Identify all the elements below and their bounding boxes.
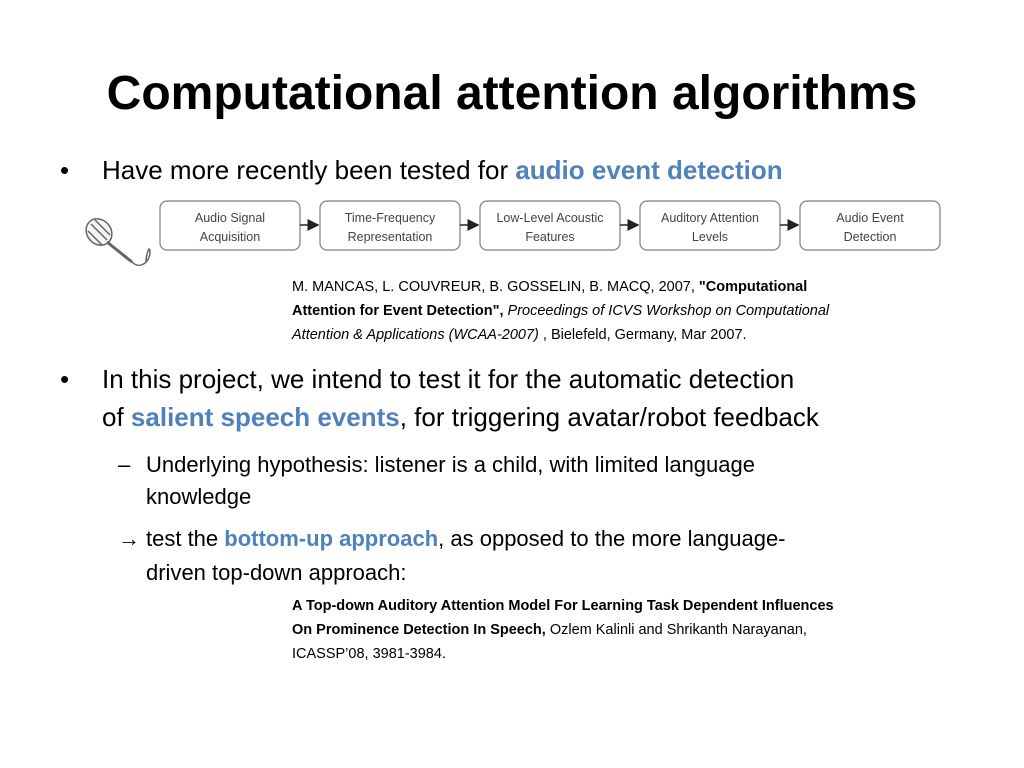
- reference-authors: Ozlem Kalinli and Shrikanth Narayanan,: [545, 622, 807, 638]
- highlight-salient-speech-events: salient speech events: [130, 402, 400, 432]
- bullet-text: [102, 360, 1000, 436]
- pipeline-box-4-line1: Auditory Attention: [661, 211, 759, 225]
- reference-authors: M. MANCAS, L. COUVREUR, B. GOSSELIN, B. MACQ, 2007,: [292, 279, 699, 295]
- microphone-icon: [81, 214, 150, 266]
- reference-mancas-2007: [292, 275, 982, 347]
- reference-location-date: , Bielefeld, Germany, Mar 2007.: [538, 327, 747, 343]
- sub-bullet-post: , as opposed to the more language-: [438, 526, 786, 551]
- pipeline-box-1: [160, 201, 300, 250]
- bullet-marker: •: [60, 155, 70, 185]
- highlight-bottom-up-approach: bottom-up approach: [224, 526, 439, 551]
- bullet-marker: •: [60, 364, 70, 394]
- bullet-text-plain: Have more recently been tested for: [102, 155, 516, 185]
- pipeline-box-2: [320, 201, 460, 250]
- reference-line: [292, 642, 982, 666]
- pipeline-box-3-line1: Low-Level Acoustic: [496, 211, 604, 225]
- bullet-text-line2-pre: of: [102, 402, 131, 432]
- pipeline-box-5-line2: Detection: [843, 230, 897, 244]
- bullet-text-line1: In this project, we intend to test it for the automatic detection: [102, 364, 795, 394]
- slide-title: Computational attention algorithms: [106, 67, 918, 120]
- pipeline-box-4-line2: Levels: [691, 230, 729, 244]
- audio-event-pipeline-diagram: [0, 0, 1024, 280]
- bullet-text-line2-post: , for triggering avatar/robot feedback: [399, 402, 819, 432]
- sub-bullet-bottom-up: [118, 522, 938, 590]
- reference-line: [292, 323, 982, 347]
- pipeline-box-5: [800, 201, 940, 250]
- reference-title-part: "Computational: [698, 279, 808, 295]
- pipeline-box-4: [640, 201, 780, 250]
- right-arrow-icon: →: [118, 526, 140, 551]
- reference-kalinli-narayanan: [292, 594, 982, 666]
- sub-bullet-line2: knowledge: [146, 484, 252, 509]
- reference-title-part: A Top-down Auditory Attention Model For Learning Task Dependent Influences: [292, 598, 834, 614]
- sub-bullet-pre: test the: [146, 526, 225, 551]
- sub-bullet-line1: Underlying hypothesis: listener is a child, with limited language: [146, 452, 755, 477]
- pipeline-box-2-line1: Time-Frequency: [344, 211, 436, 225]
- pipeline-box-2-line2: Representation: [347, 230, 433, 244]
- sub-bullet-hypothesis: [118, 449, 938, 513]
- pipeline-box-1-line1: Audio Signal: [194, 211, 266, 225]
- reference-venue: ICASSP’08, 3981-3984.: [292, 646, 446, 662]
- reference-line: [292, 594, 982, 618]
- reference-venue: Proceedings of ICVS Workshop on Computational: [503, 303, 830, 319]
- bullet-project-intent: [60, 360, 1000, 436]
- reference-title-part: On Prominence Detection In Speech,: [292, 622, 546, 638]
- pipeline-box-3: [480, 201, 620, 250]
- pipeline-box-3-line2: Features: [525, 230, 575, 244]
- dash-marker: –: [118, 452, 131, 477]
- reference-venue: Attention & Applications (WCAA-2007): [292, 327, 539, 343]
- highlight-audio-event-detection: audio event detection: [515, 155, 783, 185]
- reference-line: [292, 618, 982, 642]
- reference-line: [292, 299, 982, 323]
- pipeline-box-5-line1: Audio Event: [836, 211, 904, 225]
- reference-line: [292, 275, 982, 299]
- reference-title-part: Attention for Event Detection",: [292, 303, 504, 319]
- pipeline-box-1-line2: Acquisition: [199, 230, 261, 244]
- sub-bullet-line2: driven top-down approach:: [146, 560, 407, 585]
- sub-bullet-text: [146, 449, 938, 513]
